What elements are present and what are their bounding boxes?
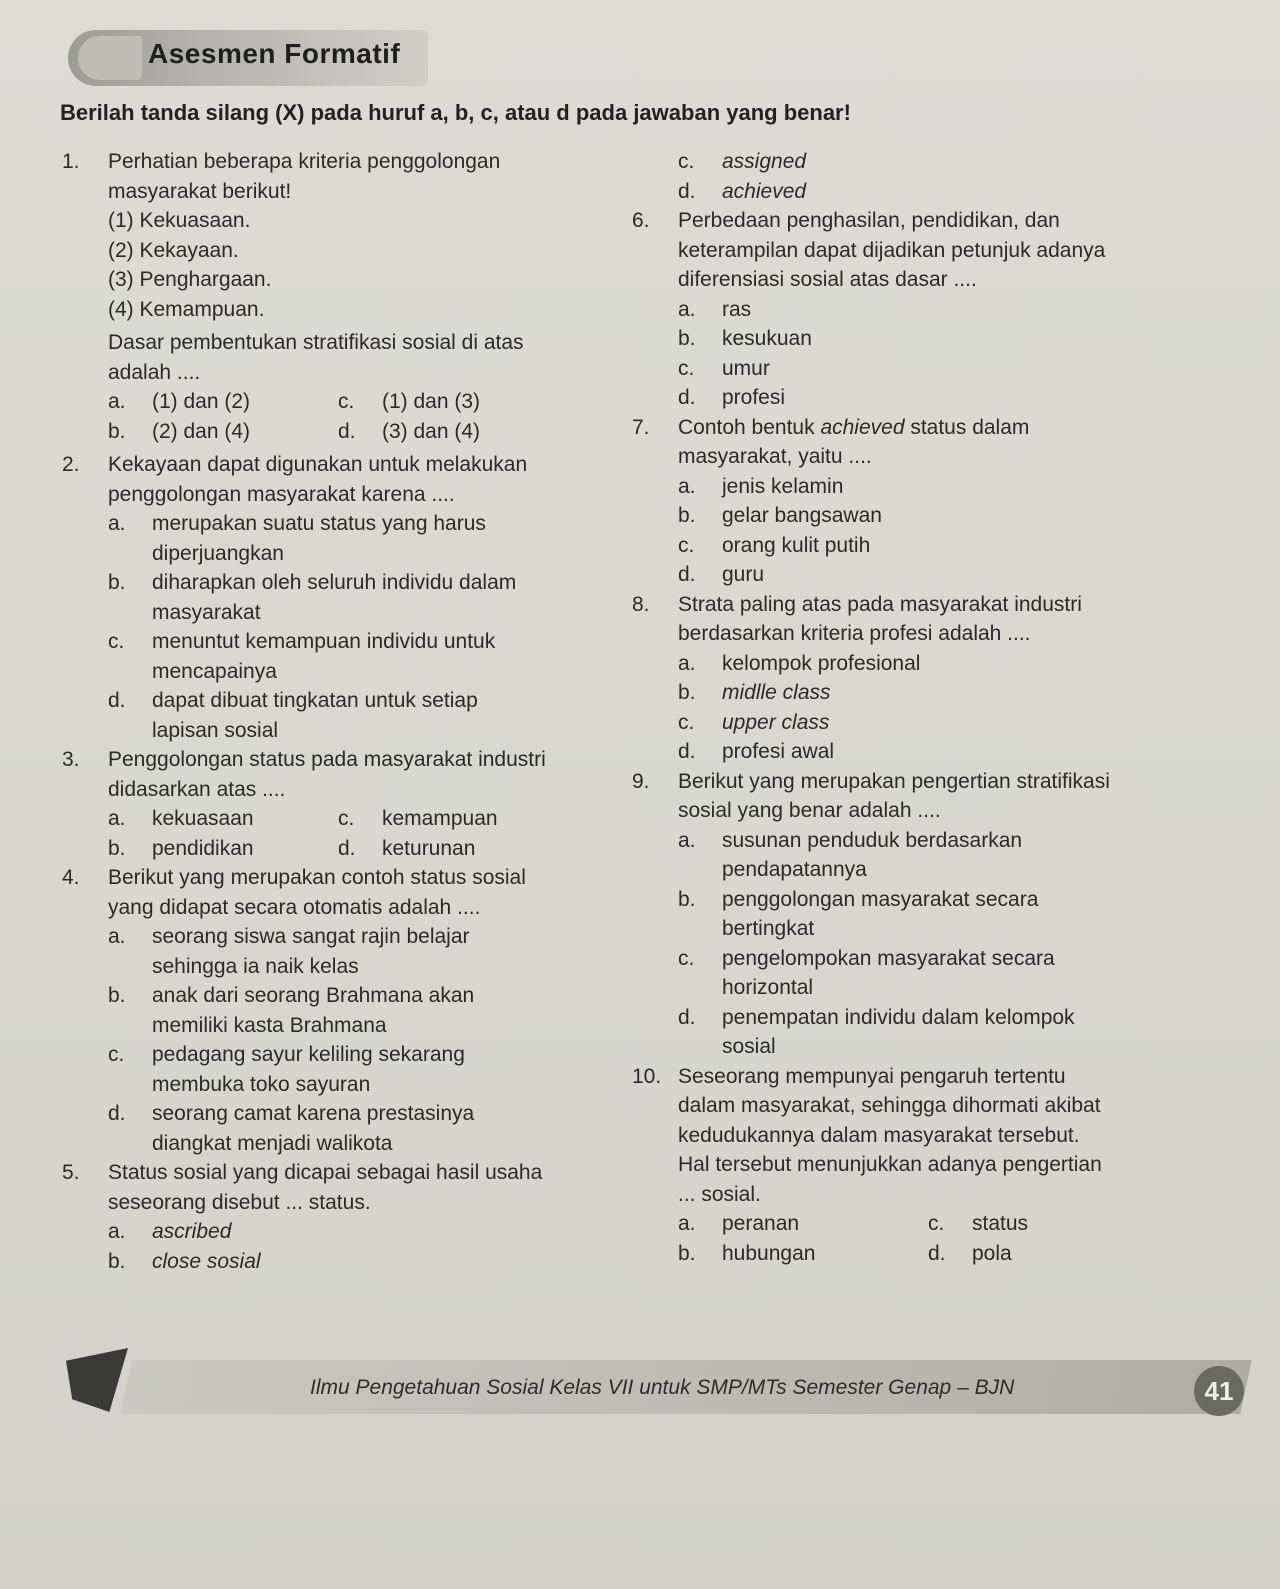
option-a[interactable] bbox=[62, 1217, 622, 1247]
option-text: pola bbox=[972, 1241, 1012, 1265]
question-text: kedudukannya dalam masyarakat tersebut. bbox=[678, 1123, 1080, 1147]
option-b[interactable] bbox=[108, 834, 338, 864]
option-text: umur bbox=[722, 356, 770, 380]
option-text: status bbox=[972, 1212, 1029, 1235]
question-4 bbox=[62, 863, 622, 1158]
option-letter: b. bbox=[108, 419, 126, 443]
option-text: pendapatannya bbox=[722, 858, 867, 881]
option-a[interactable] bbox=[108, 804, 338, 834]
option-b[interactable] bbox=[108, 417, 338, 447]
option-text: memiliki kasta Brahmana bbox=[152, 1013, 387, 1037]
criteria-item: (3) Penghargaan. bbox=[108, 268, 272, 291]
question-number: 2. bbox=[62, 453, 80, 476]
question-text: diferensiasi sosial atas dasar .... bbox=[678, 268, 977, 291]
option-text: merupakan suatu status yang harus bbox=[152, 512, 486, 535]
question-text: keterampilan dapat dijadikan petunjuk adanya bbox=[678, 238, 1106, 262]
option-letter: d. bbox=[678, 1005, 696, 1029]
question-text: Status sosial yang dicapai sebagai hasil usaha bbox=[108, 1161, 543, 1184]
option-c[interactable] bbox=[928, 1209, 1158, 1239]
option-letter: c. bbox=[678, 533, 695, 557]
criteria-item: (2) Kekayaan. bbox=[108, 238, 239, 262]
option-b[interactable] bbox=[62, 1247, 622, 1277]
option-letter: c. bbox=[338, 390, 355, 413]
question-number: 5. bbox=[62, 1161, 80, 1184]
option-letter: a. bbox=[678, 297, 696, 321]
option-a[interactable] bbox=[632, 472, 1212, 502]
option-a[interactable] bbox=[62, 509, 622, 539]
option-text: diangkat menjadi walikota bbox=[152, 1131, 393, 1155]
question-text: Berikut yang merupakan pengertian stratifikasi bbox=[678, 769, 1110, 793]
option-text: hubungan bbox=[722, 1241, 816, 1265]
question-text: berdasarkan kriteria profesi adalah .... bbox=[678, 622, 1031, 645]
option-text: gelar bangsawan bbox=[722, 504, 882, 527]
question-number: 10. bbox=[632, 1064, 662, 1088]
question-text: Perbedaan penghasilan, pendidikan, dan bbox=[678, 209, 1060, 232]
option-letter: a. bbox=[108, 807, 126, 830]
option-letter: c. bbox=[678, 946, 695, 970]
question-6 bbox=[632, 206, 1212, 413]
question-text-part: Contoh bentuk bbox=[678, 415, 821, 439]
option-text: ras bbox=[722, 297, 752, 321]
option-letter: c. bbox=[678, 710, 695, 734]
option-text: kesukuan bbox=[722, 327, 812, 350]
option-text: (1) dan (3) bbox=[382, 390, 481, 413]
option-c[interactable] bbox=[632, 708, 1212, 738]
option-text: sosial bbox=[722, 1035, 776, 1058]
option-text: kekuasaan bbox=[152, 807, 254, 830]
option-text: pengelompokan masyarakat secara bbox=[722, 946, 1055, 970]
right-column bbox=[632, 147, 1212, 1268]
footer bbox=[66, 1344, 1234, 1422]
option-d[interactable] bbox=[632, 1003, 1212, 1033]
question-text: Seseorang mempunyai pengaruh tertentu bbox=[678, 1064, 1066, 1088]
question-text-part: status dalam bbox=[904, 415, 1030, 439]
left-column bbox=[62, 147, 622, 1276]
option-letter: a. bbox=[678, 828, 696, 852]
option-letter: a. bbox=[108, 1220, 126, 1243]
question-number: 6. bbox=[632, 209, 650, 232]
option-text: penggolongan masyarakat secara bbox=[722, 887, 1039, 911]
option-text: diharapkan oleh seluruh individu dalam bbox=[152, 571, 517, 594]
option-text: kelompok profesional bbox=[722, 651, 921, 675]
option-text: kemampuan bbox=[382, 807, 498, 830]
option-b[interactable] bbox=[632, 885, 1212, 915]
option-a[interactable] bbox=[108, 387, 338, 417]
question-number: 1. bbox=[62, 150, 80, 173]
option-text: susunan penduduk berdasarkan bbox=[722, 828, 1023, 852]
option-text: bertingkat bbox=[722, 917, 815, 940]
option-c[interactable] bbox=[632, 944, 1212, 974]
option-c[interactable] bbox=[62, 1040, 622, 1070]
option-letter: c. bbox=[338, 807, 355, 830]
option-a[interactable] bbox=[62, 922, 622, 952]
question-2 bbox=[62, 450, 622, 745]
option-text: anak dari seorang Brahmana akan bbox=[152, 984, 475, 1007]
option-d[interactable] bbox=[632, 737, 1212, 767]
option-letter: b. bbox=[678, 681, 696, 704]
option-text: masyarakat bbox=[152, 600, 261, 624]
option-letter: c. bbox=[108, 630, 125, 653]
question-number: 9. bbox=[632, 769, 650, 793]
question-text: masyarakat berikut! bbox=[108, 179, 292, 203]
question-text: Berikut yang merupakan contoh status sosial bbox=[108, 866, 526, 889]
option-b[interactable] bbox=[632, 501, 1212, 531]
option-c[interactable] bbox=[632, 354, 1212, 384]
option-letter: b. bbox=[678, 327, 696, 350]
option-text: seorang camat karena prestasinya bbox=[152, 1102, 475, 1125]
option-text: achieved bbox=[722, 179, 807, 203]
question-10 bbox=[632, 1062, 1212, 1269]
option-d[interactable] bbox=[632, 177, 1212, 207]
question-8 bbox=[632, 590, 1212, 767]
question-text: didasarkan atas .... bbox=[108, 777, 286, 801]
option-text: diperjuangkan bbox=[152, 541, 284, 565]
option-text: peranan bbox=[722, 1212, 800, 1235]
option-b[interactable] bbox=[62, 981, 622, 1011]
option-d[interactable] bbox=[338, 834, 568, 864]
option-text: close sosial bbox=[152, 1249, 261, 1273]
option-letter: d. bbox=[108, 689, 126, 712]
option-text: (3) dan (4) bbox=[382, 419, 481, 443]
option-letter: b. bbox=[678, 887, 696, 911]
option-a[interactable] bbox=[632, 649, 1212, 679]
option-text: seorang siswa sangat rajin belajar bbox=[152, 925, 470, 948]
question-1 bbox=[62, 147, 622, 446]
option-letter: a. bbox=[108, 390, 126, 413]
question-number: 7. bbox=[632, 415, 650, 439]
option-c[interactable] bbox=[62, 627, 622, 657]
option-text: upper class bbox=[722, 710, 830, 734]
option-c[interactable] bbox=[632, 147, 1212, 177]
option-d[interactable] bbox=[62, 1099, 622, 1129]
option-text: assigned bbox=[722, 150, 807, 173]
option-d[interactable] bbox=[62, 686, 622, 716]
footer-book-title: Ilmu Pengetahuan Sosial Kelas VII untuk SMP/MTs Semester Genap – BJN bbox=[310, 1376, 1015, 1399]
option-letter: c. bbox=[108, 1043, 125, 1066]
criteria-item: (4) Kemampuan. bbox=[108, 297, 265, 321]
question-7 bbox=[632, 413, 1212, 590]
option-text: pendidikan bbox=[152, 836, 254, 860]
option-c[interactable] bbox=[338, 387, 568, 417]
option-text: (2) dan (4) bbox=[152, 419, 251, 443]
question-number: 4. bbox=[62, 866, 80, 889]
option-b[interactable] bbox=[632, 678, 1212, 708]
option-text: ascribed bbox=[152, 1220, 232, 1243]
option-text: midlle class bbox=[722, 681, 831, 704]
option-c[interactable] bbox=[338, 804, 568, 834]
option-letter: d. bbox=[338, 419, 356, 443]
option-a[interactable] bbox=[632, 826, 1212, 856]
option-letter: a. bbox=[678, 474, 696, 498]
question-text bbox=[678, 413, 1212, 443]
question-9 bbox=[632, 767, 1212, 1062]
option-text: membuka toko sayuran bbox=[152, 1072, 371, 1096]
option-text: penempatan individu dalam kelompok bbox=[722, 1005, 1075, 1029]
option-letter: c. bbox=[928, 1212, 945, 1235]
option-letter: a. bbox=[678, 1212, 696, 1235]
option-letter: c. bbox=[678, 356, 695, 380]
question-text: Kekayaan dapat digunakan untuk melakukan bbox=[108, 453, 528, 476]
option-b[interactable] bbox=[62, 568, 622, 598]
option-letter: d. bbox=[928, 1241, 946, 1265]
option-letter: d. bbox=[678, 386, 696, 409]
question-text: Penggolongan status pada masyarakat industri bbox=[108, 748, 546, 771]
option-d[interactable] bbox=[632, 383, 1212, 413]
option-d[interactable] bbox=[338, 417, 568, 447]
option-d[interactable] bbox=[928, 1239, 1158, 1269]
question-number: 3. bbox=[62, 748, 80, 771]
question-5 bbox=[62, 1158, 622, 1276]
option-text: keturunan bbox=[382, 836, 476, 860]
page-number: 41 bbox=[1194, 1366, 1244, 1416]
option-letter: b. bbox=[108, 1249, 126, 1273]
header-tab-decoration bbox=[78, 36, 142, 80]
option-c[interactable] bbox=[632, 531, 1212, 561]
option-text: jenis kelamin bbox=[722, 474, 844, 498]
question-text: yang didapat secara otomatis adalah .... bbox=[108, 895, 481, 919]
option-text: lapisan sosial bbox=[152, 718, 279, 742]
option-letter: a. bbox=[108, 512, 126, 535]
option-text: guru bbox=[722, 563, 765, 586]
option-b[interactable] bbox=[632, 324, 1212, 354]
question-text: Strata paling atas pada masyarakat industri bbox=[678, 592, 1082, 616]
option-text: pedagang sayur keliling sekarang bbox=[152, 1043, 465, 1066]
option-letter: b. bbox=[108, 984, 126, 1007]
option-text: sehingga ia naik kelas bbox=[152, 954, 359, 978]
option-text: dapat dibuat tingkatan untuk setiap bbox=[152, 689, 478, 712]
option-letter: b. bbox=[678, 504, 696, 527]
footer-decoration-icon bbox=[66, 1348, 128, 1412]
question-text: ... sosial. bbox=[678, 1182, 761, 1206]
question-number: 8. bbox=[632, 592, 650, 616]
option-letter: d. bbox=[678, 563, 696, 586]
option-a[interactable] bbox=[678, 1209, 928, 1239]
option-letter: d. bbox=[338, 836, 356, 860]
option-letter: b. bbox=[108, 836, 126, 860]
option-text: profesi bbox=[722, 386, 786, 409]
option-d[interactable] bbox=[632, 560, 1212, 590]
instruction-text: Berilah tanda silang (X) pada huruf a, b, c, atau d pada jawaban yang benar! bbox=[60, 100, 851, 125]
option-text: profesi awal bbox=[722, 740, 835, 763]
option-letter: c. bbox=[678, 150, 695, 173]
question-text: masyarakat, yaitu .... bbox=[678, 445, 872, 468]
question-text: sosial yang benar adalah .... bbox=[678, 799, 941, 822]
option-letter: d. bbox=[678, 740, 696, 763]
question-text: dalam masyarakat, sehingga dihormati akibat bbox=[678, 1094, 1101, 1117]
question-3 bbox=[62, 745, 622, 863]
question-text: Dasar pembentukan stratifikasi sosial di atas bbox=[108, 331, 524, 354]
question-text: Hal tersebut menunjukkan adanya pengertian bbox=[678, 1153, 1102, 1176]
question-text: seseorang disebut ... status. bbox=[108, 1190, 371, 1214]
option-b[interactable] bbox=[678, 1239, 928, 1269]
option-letter: a. bbox=[108, 925, 126, 948]
option-letter: a. bbox=[678, 651, 696, 675]
criteria-item: (1) Kekuasaan. bbox=[108, 209, 251, 232]
page-title: Asesmen Formatif bbox=[148, 38, 401, 69]
option-a[interactable] bbox=[632, 295, 1212, 325]
option-text: mencapainya bbox=[152, 659, 277, 683]
question-text-italic: achieved bbox=[820, 415, 905, 439]
question-text: adalah .... bbox=[108, 360, 201, 384]
option-text: orang kulit putih bbox=[722, 533, 871, 557]
option-letter: b. bbox=[108, 571, 126, 594]
question-text: Perhatian beberapa kriteria penggolongan bbox=[108, 150, 501, 173]
option-text: menuntut kemampuan individu untuk bbox=[152, 630, 496, 653]
question-text: penggolongan masyarakat karena .... bbox=[108, 482, 455, 506]
option-letter: d. bbox=[108, 1102, 126, 1125]
option-letter: b. bbox=[678, 1241, 696, 1265]
option-text: (1) dan (2) bbox=[152, 390, 251, 413]
option-letter: d. bbox=[678, 179, 696, 203]
option-text: horizontal bbox=[722, 976, 814, 999]
